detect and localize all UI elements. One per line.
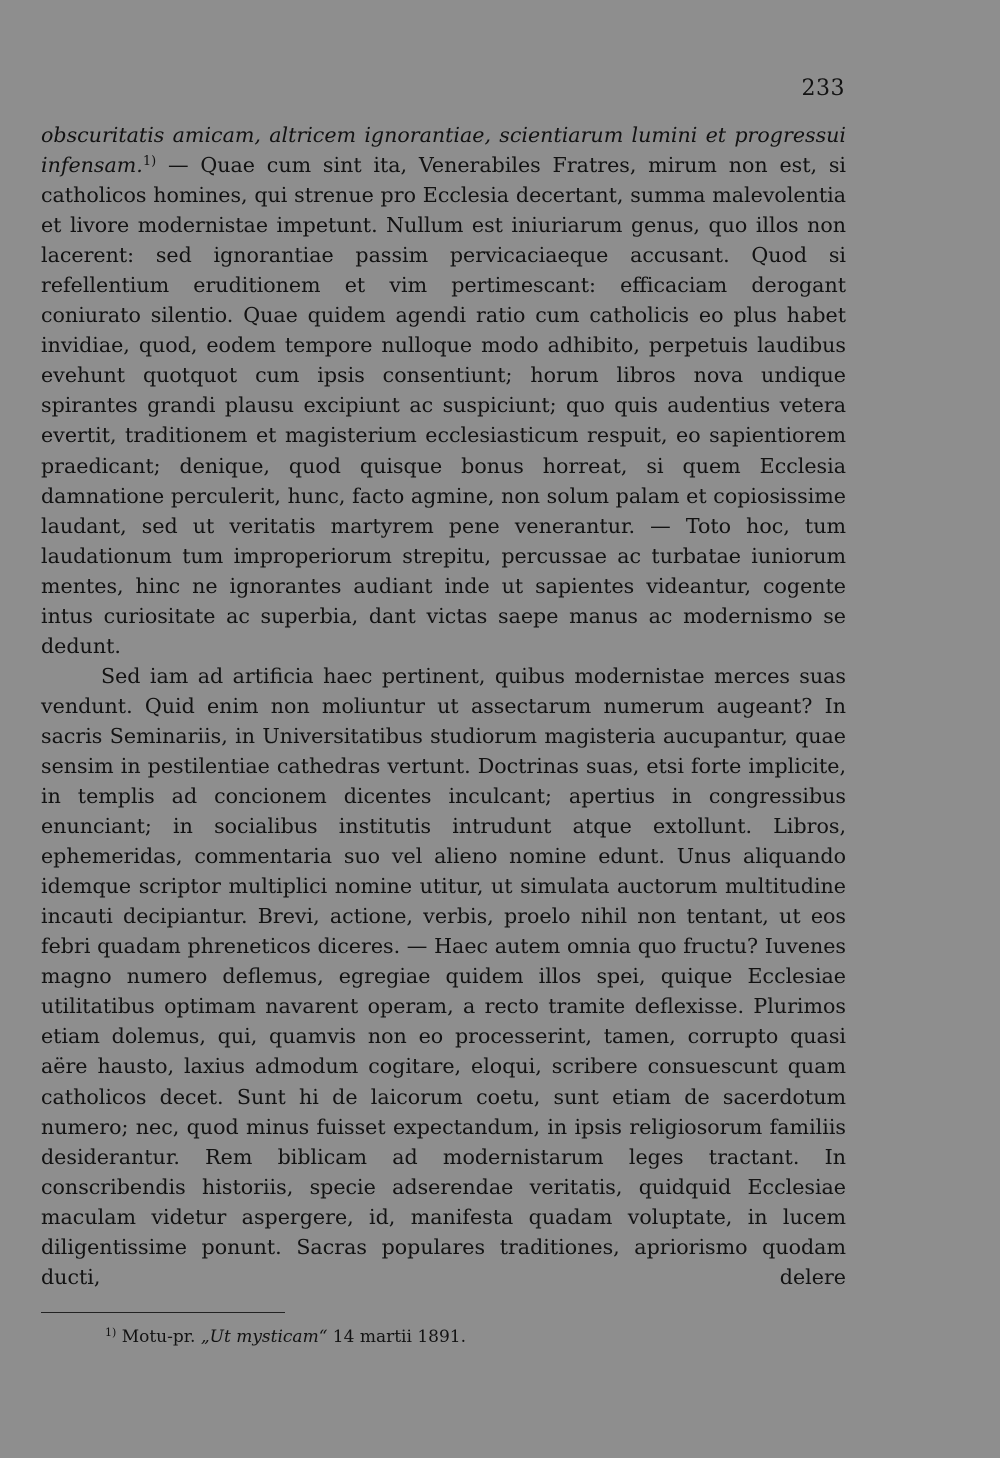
footnote-marker: 1) [105,1326,117,1339]
paragraph-1-text: — Quae cum sint ita, Venerabiles Fratres, mirum non est, si catholicos homines, qui strenue pro Ecclesia decertant, summa malevolentia et livore modernistae impetunt. Nullum est iniuriarum genus, quo illos non lacerent: sed ignorantiae passim pervicaciaeque accusant. Quod si refellentium eruditionem et vim pertimescant: efficaciam derogant coniurato silentio. Quae quidem agendi ratio cum catholicis eo plus habet invidiae, quod, eodem tempore nulloque modo adhibito, perpetuis laudibus evehunt quotquot cum ipsis consentiunt; horum libros nova undique spirantes grandi plausu excipiunt ac suspiciunt; quo quis audentius vetera evertit, traditionem et magisterium ecclesiasticum respuit, eo sapientiorem praedicant; denique, quod quisque bonus horreat, si quem Ecclesia damnatione perculerit, hunc, facto agmine, non solum palam et copiosissime laudant, sed ut veritatis martyrem pene venerantur. — Toto hoc, tum laudationum tum improperiorum strepitu, percussae ac turbatae iuniorum mentes, hinc ne ignorantes audiant inde ut sapientes videantur, cogente intus curiositate ac superbia, dant victas saepe manus ac modernismo se dedunt. [41,153,846,658]
footnote-prefix: Motu-pr. [116,1327,201,1347]
footnote-reference[interactable]: 1) [142,154,157,170]
footnote-title: „Ut mysticam“ [200,1327,328,1347]
footnote [105,1326,466,1348]
page-number: 233 [801,76,845,101]
paragraph-2-text: Sed iam ad artificia haec pertinent, quibus modernistae merces suas vendunt. Quid enim non moliuntur ut assectarum numerum augeant? In sacris Seminariis, in Universitatibus studiorum magisteria aucupantur, quae sensim in pestilentiae cathedras vertunt. Doctrinas suas, etsi forte implicite, in templis ad concionem dicentes inculcant; apertius in congressibus enunciant; in socialibus institutis intrudunt atque extollunt. Libros, ephemeridas, commentaria suo vel alieno nomine edunt. Unus aliquando idemque scriptor multiplici nomine utitur, ut simulata auctorum multitudine incauti decipiantur. Brevi, actione, verbis, proelo nihil non tentant, ut eos febri quadam phreneticos diceres. — Haec autem omnia quo fructu? Iuvenes magno numero deflemus, egregiae quidem illos spei, quique Ecclesiae utilitatibus optimam navarent operam, a recto tramite deflexisse. Plurimos etiam dolemus, qui, quamvis non eo processerint, tamen, corrupto quasi aëre hausto, laxius admodum cogitare, eloqui, scribere consuescunt quam catholicos decet. Sunt hi de laicorum coetu, sunt etiam de sacerdotum numero; nec, quod minus fuisset expectandum, in ipsis religiosorum familiis desiderantur. Rem biblicam ad modernistarum leges tractant. In conscribendis historiis, specie adserendae veritatis, quidquid Ecclesiae maculam videtur aspergere, id, manifesta quadam voluptate, in lucem diligentissime ponunt. Sacras populares traditiones, apriorismo quodam ducti, delere [41,663,846,1289]
body-text [41,120,846,1292]
paragraph-1 [41,120,846,661]
footnote-suffix: 14 martii 1891. [327,1327,466,1347]
footnote-divider [41,1312,285,1313]
italic-opening: obscuritatis amicam, altricem ignorantiae, scientiarum lumini et progressui infensam. [41,123,846,178]
paragraph-2 [41,661,846,1292]
